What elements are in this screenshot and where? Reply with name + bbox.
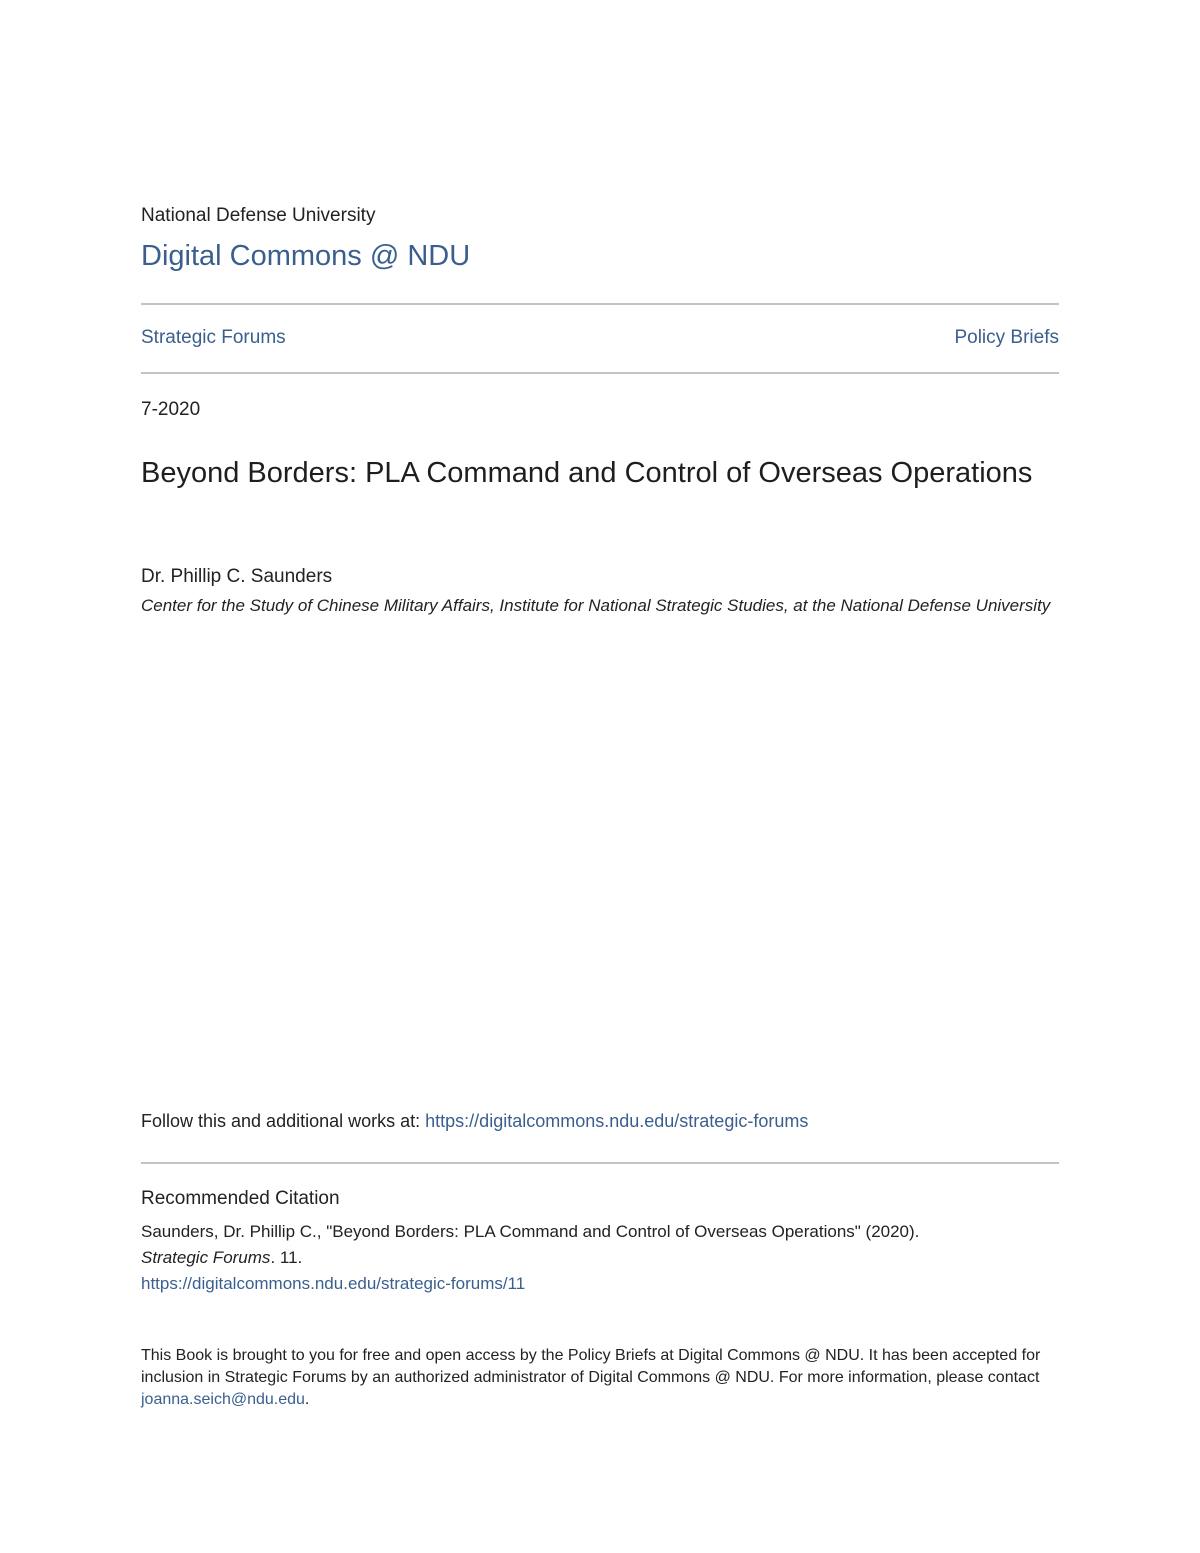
follow-label: Follow this and additional works at: [141, 1111, 426, 1131]
divider-bottom [141, 1162, 1059, 1164]
publication-date: 7-2020 [141, 399, 201, 420]
citation-text: Saunders, Dr. Phillip C., "Beyond Borders: PLA Command and Control of Overseas Operations" (2020). [141, 1222, 920, 1241]
cover-page [141, 0, 1059, 1553]
follow-url-link[interactable]: https://digitalcommons.ndu.edu/strategic-forums [425, 1111, 809, 1131]
institution-name: National Defense University [141, 205, 376, 226]
access-notice [141, 1345, 1041, 1411]
document-title: Beyond Borders: PLA Command and Control of Overseas Operations [141, 457, 1033, 489]
citation-heading: Recommended Citation [141, 1188, 340, 1209]
citation-url-link[interactable]: https://digitalcommons.ndu.edu/strategic-forums/11 [141, 1274, 526, 1293]
policy-briefs-link[interactable]: Policy Briefs [954, 327, 1059, 348]
repository-link[interactable]: Digital Commons @ NDU [141, 240, 471, 272]
notice-text: This Book is brought to you for free and open access by the Policy Briefs at Digital Commons @ NDU. It has been accepted for inclusion in Strategic Forums by an authorized administrator of Digital Commons @ NDU. For more information, please contact [141, 1347, 1041, 1386]
citation-body [141, 1219, 1059, 1297]
citation-series: Strategic Forums [141, 1248, 271, 1267]
follow-line [141, 1111, 808, 1132]
notice-end: . [304, 1391, 310, 1408]
author-affiliation: Center for the Study of Chinese Military Affairs, Institute for National Strategic Studies, at the National Defense University [141, 596, 1051, 615]
contact-email-link[interactable]: joanna.seich@ndu.edu [141, 1391, 305, 1408]
collections-bar [141, 327, 1059, 349]
citation-number: . 11. [270, 1248, 303, 1267]
divider-middle [141, 372, 1059, 374]
author-name: Dr. Phillip C. Saunders [141, 566, 333, 587]
strategic-forums-link[interactable]: Strategic Forums [141, 327, 286, 348]
divider-top [141, 303, 1059, 305]
citation-series-line [141, 1245, 1059, 1271]
